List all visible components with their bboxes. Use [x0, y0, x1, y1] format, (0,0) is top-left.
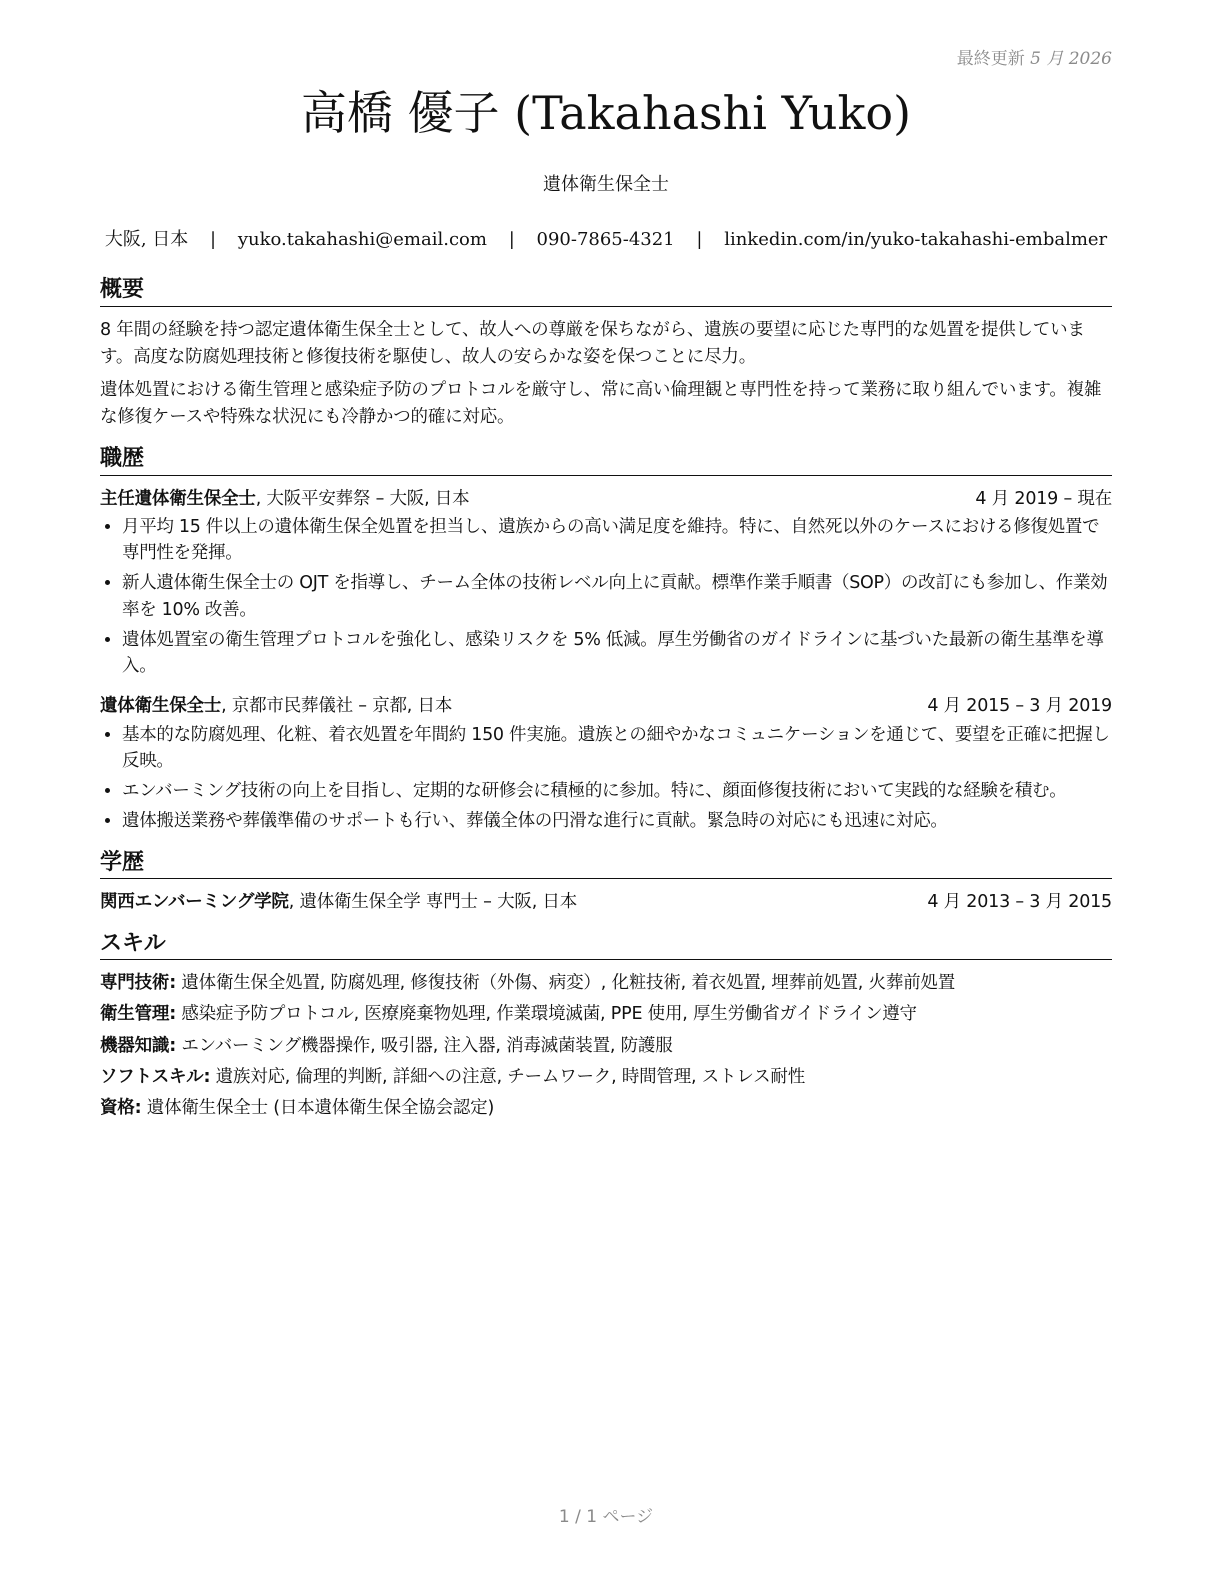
contact-separator: |	[696, 229, 703, 250]
page-indicator: 1 / 1 ページ	[558, 1507, 654, 1527]
job-bullet: • 新人遺体衛生保全士の OJT を指導し、チーム全体の技術レベル向上に貢献。標準作業手順書（SOP）の改訂にも参加し、作業効率を 10% 改善。	[122, 570, 1112, 623]
skill-label: ソフトスキル:	[100, 1066, 211, 1087]
education-detail: , 遺体衛生保全学 専門士 – 大阪, 日本	[288, 892, 578, 913]
contact-email[interactable]: yuko.takahashi@email.com	[237, 229, 487, 250]
job-header	[100, 693, 1112, 719]
skills-section	[100, 930, 1112, 1122]
skill-row	[100, 1064, 1112, 1090]
skill-value: 遺族対応, 倫理的判断, 詳細への注意, チームワーク, 時間管理, ストレス耐性	[210, 1066, 806, 1087]
skill-label: 資格:	[100, 1098, 142, 1119]
job-org: , 大阪平安葬祭 – 大阪, 日本	[255, 488, 470, 509]
experience-section	[100, 445, 1112, 835]
contact-linkedin[interactable]: linkedin.com/in/yuko-takahashi-embalmer	[724, 229, 1108, 250]
job-bullet: • 遺体処置室の衛生管理プロトコルを強化し、感染リスクを 5% 低減。厚生労働省のガイドラインに基づいた最新の衛生基準を導入。	[122, 627, 1112, 680]
job-bullet: • エンバーミング技術の向上を目指し、定期的な研修会に積極的に参加。特に、顔面修復技術において実践的な経験を積む。	[122, 778, 1112, 804]
skill-value: 感染症予防プロトコル, 医療廃棄物処理, 作業環境滅菌, PPE 使用, 厚生労働省ガイドライン遵守	[176, 1004, 917, 1025]
education-dates: 4 月 2013 – 3 月 2015	[927, 892, 1112, 913]
skill-label: 機器知識:	[100, 1035, 176, 1056]
last-updated-date: 5 月 2026	[1030, 49, 1112, 69]
skill-row	[100, 1095, 1112, 1121]
section-heading-skills: スキル	[100, 930, 1112, 961]
job-bullet: • 月平均 15 件以上の遺体衛生保全処置を担当し、遺族からの高い満足度を維持。特に、自然死以外のケースにおける修復処置で専門性を発揮。	[122, 514, 1112, 567]
job-entry	[100, 486, 1112, 680]
candidate-name: 高橋 優子 (Takahashi Yuko)	[300, 86, 912, 140]
job-bullets	[100, 514, 1112, 680]
skill-row	[100, 970, 1112, 996]
section-heading-experience: 職歴	[100, 445, 1112, 476]
education-entry	[100, 889, 1112, 915]
last-updated-label: 最終更新	[956, 49, 1025, 69]
contact-separator: |	[508, 229, 515, 250]
job-role: 遺体衛生保全士	[100, 696, 222, 717]
summary-section	[100, 276, 1112, 431]
skill-label: 専門技術:	[100, 973, 176, 994]
job-org: , 京都市民葬儀社 – 京都, 日本	[221, 696, 453, 717]
summary-paragraph: 8 年間の経験を持つ認定遺体衛生保全士として、故人への尊厳を保ちながら、遺族の要望に応じた専門的な処置を提供しています。高度な防腐処理技術と修復技術を駆使し、故人の安らかな姿を保つことに尽力。	[100, 319, 1085, 367]
job-dates: 4 月 2015 – 3 月 2019	[927, 696, 1112, 717]
job-bullet: • 遺体搬送業務や葬儀準備のサポートも行い、葬儀全体の円滑な進行に貢献。緊急時の対応にも迅速に対応。	[122, 808, 1112, 834]
skill-value: エンバーミング機器操作, 吸引器, 注入器, 消毒滅菌装置, 防護服	[176, 1035, 673, 1056]
resume-page	[100, 0, 1112, 1584]
contact-separator: |	[210, 229, 217, 250]
skill-value: 遺体衛生保全処置, 防腐処理, 修復技術（外傷、病変）, 化粧技術, 着衣処置, 埋葬前処置, 火葬前処置	[176, 973, 956, 994]
skill-row	[100, 1001, 1112, 1027]
job-bullet: • 基本的な防腐処理、化粧、着衣処置を年間約 150 件実施。遺族との細やかなコミュニケーションを通じて、要望を正確に把握し反映。	[122, 722, 1112, 775]
job-entry	[100, 693, 1112, 834]
skill-label: 衛生管理:	[100, 1004, 176, 1025]
education-school: 関西エンバーミング学院	[100, 892, 289, 913]
job-role: 主任遺体衛生保全士	[100, 488, 256, 509]
job-bullets	[100, 722, 1112, 835]
job-header	[100, 486, 1112, 512]
contact-phone[interactable]: 090-7865-4321	[536, 229, 675, 250]
contact-location: 大阪, 日本	[104, 229, 189, 250]
last-updated	[957, 44, 1112, 69]
job-dates: 4 月 2019 – 現在	[975, 488, 1112, 509]
contact-line	[100, 225, 1112, 251]
skill-value: 遺体衛生保全士 (日本遺体衛生保全協会認定)	[141, 1098, 495, 1119]
section-heading-summary: 概要	[100, 276, 1112, 307]
skill-row	[100, 1033, 1112, 1059]
job-title: 遺体衛生保全士	[543, 174, 669, 195]
education-section	[100, 849, 1112, 916]
resume-body	[100, 276, 1112, 1135]
section-heading-education: 学歴	[100, 849, 1112, 880]
summary-paragraph: 遺体処置における衛生管理と感染症予防のプロトコルを厳守し、常に高い倫理観と専門性を持って業務に取り組んでいます。複雑な修復ケースや特殊な状況にも冷静かつ的確に対応。	[100, 379, 1102, 427]
